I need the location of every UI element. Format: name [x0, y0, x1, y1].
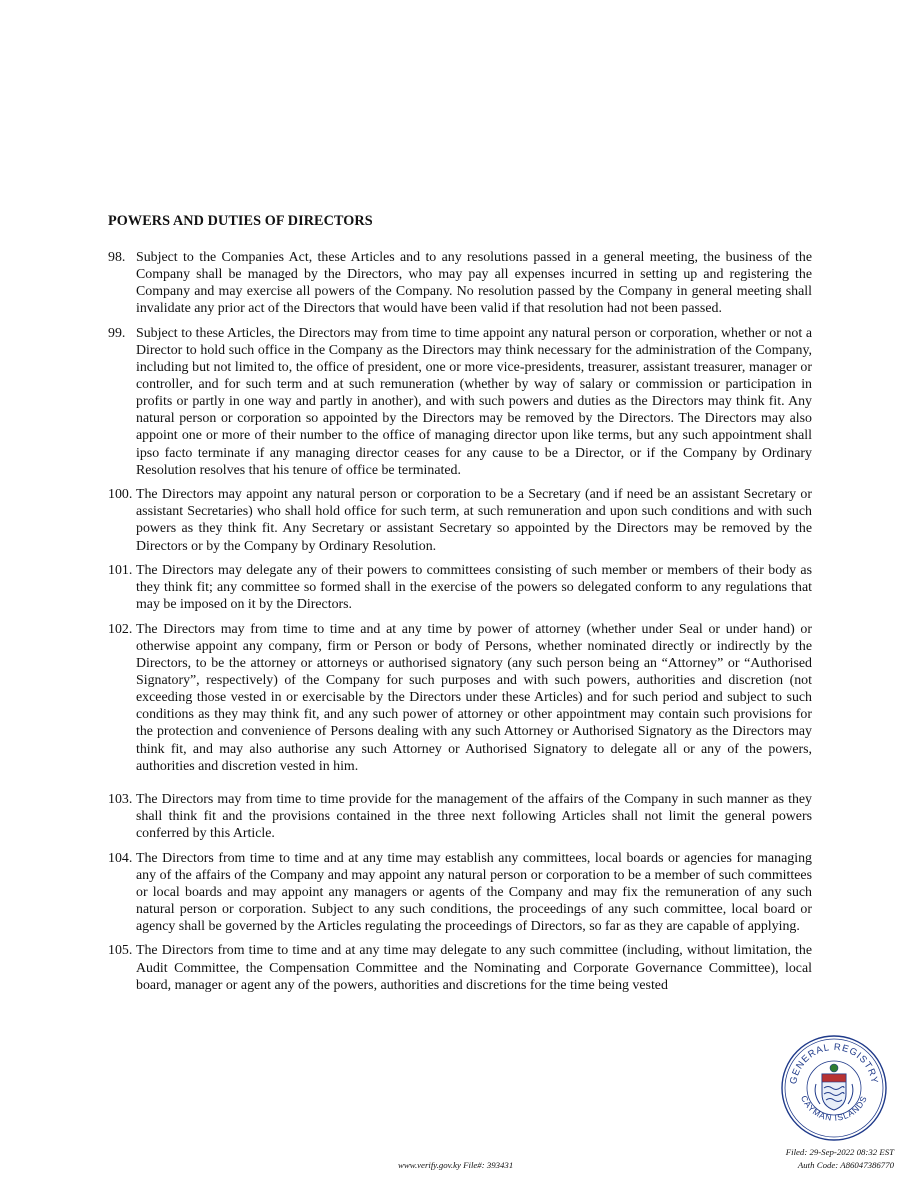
article-100 [108, 486, 812, 554]
article-number: 98. [108, 250, 126, 265]
article-text: Subject to these Articles, the Directors may from time to time appoint any natural person or corporation, whether or not a Director to hold such office in the Company as the Directors may think necessary for the administration of the Company, including but not limited to, the office of president, one or more vice-presidents, treasurer, assistant treasurer, manager or controller, and for such term and at such remuneration (whether by way of salary or commission or participation in profits or partly in one way and partly in another), and with such powers and duties as the Directors may think fit. Any natural person or corporation so appointed by the Directors may be removed by the Directors. The Directors may also appoint one or more of their number to the office of managing director upon like terms, but any such appointment shall ipso facto terminate if any managing director ceases for any cause to be a Director, or if the Company by Ordinary Resolution resolves that his tenure of office be terminated. [136, 325, 812, 478]
article-number: 105. [108, 943, 133, 959]
articles-list [108, 249, 812, 1001]
article-number: 104. [108, 850, 133, 866]
article-98 [108, 249, 812, 317]
auth-code: Auth Code: A86047386770 [797, 1159, 894, 1170]
article-text: The Directors may appoint any natural person or corporation to be a Secretary (and if need be an assistant Secretary or assistant Secretaries) who shall hold office for such term, at such remuneration and upon such conditions and with such powers as they think fit. Any Secretary or assistant Secretary so appointed by the Directors may be removed by the Directors or by the Company by Ordinary Resolution. [136, 487, 812, 554]
article-104 [108, 850, 812, 935]
article-number: 101. [108, 563, 133, 579]
article-102 [108, 621, 812, 775]
section-heading: POWERS AND DUTIES OF DIRECTORS [108, 213, 373, 229]
article-105 [108, 942, 812, 993]
article-text: Subject to the Companies Act, these Articles and to any resolutions passed in a general meeting, the business of the Company shall be managed by the Directors, who may pay all expenses incurred in setting up and registering the Company and may exercise all powers of the Company. No resolution passed by the Company in general meeting shall invalidate any prior act of the Directors that would have been valid if that resolution had not been passed. [136, 250, 812, 317]
article-number: 99. [108, 325, 126, 341]
coat-of-arms-icon [815, 1064, 853, 1110]
filed-date: Filed: 29-Sep-2022 08:32 EST [785, 1147, 894, 1157]
article-text: The Directors from time to time and at any time may delegate to any such committee (including, without limitation, the Audit Committee, the Compensation Committee and the Nominating and Corporate Governance Committee), local board, manager or agent any of the powers, authorities and discretions for the time being vested [136, 943, 812, 993]
article-text: The Directors may delegate any of their powers to committees consisting of such member or members of their body as they think fit; any committee so formed shall in the exercise of the powers so delegated conform to any regulations that may be imposed on it by the Directors. [136, 563, 812, 613]
article-text: The Directors may from time to time provide for the management of the affairs of the Company in such manner as they shall think fit and the provisions contained in the three next following Articles shall not limit the general powers conferred by this Article. [136, 791, 812, 841]
article-number: 102. [108, 621, 133, 637]
filing-info [786, 1146, 894, 1171]
verify-footer: www.verify.gov.ky File#: 393431 [398, 1160, 514, 1170]
seal-bottom-text: CAYMAN ISLANDS [798, 1093, 870, 1123]
article-99 [108, 325, 812, 479]
registry-seal-icon [780, 1034, 888, 1142]
article-text: The Directors from time to time and at any time may establish any committees, local boards or agencies for managing any of the affairs of the Company and may appoint any natural person or corporation to be a member of such committees or local boards and may appoint any managers or agents of the Company and may fix the remuneration of any such natural person or corporation. Subject to any such conditions, the proceedings of any such committee, local board or agency shall be governed by the Articles regulating the proceedings of Directors, so far as they are capable of applying. [136, 850, 812, 934]
article-101 [108, 562, 812, 613]
article-number: 100. [108, 487, 133, 503]
seal-top-text: GENERAL REGISTRY [788, 1041, 880, 1086]
article-103 [108, 791, 812, 842]
article-text: The Directors may from time to time and at any time by power of attorney (whether under Seal or under hand) or otherwise appoint any company, firm or Person or body of Persons, whether nominated directly or indirectly by the Directors, to be the attorney or attorneys or authorised signatory (any such person being an “Attorney” or “Authorised Signatory”, respectively) of the Company for such purposes and with such powers, authorities and discretion (not exceeding those vested in or exercisable by the Directors under these Articles) and for such period and subject to such conditions as they may think fit, and any such power of attorney or other appointment may contain such provisions for the protection and convenience of Persons dealing with any such Attorney or Authorised Signatory as the Directors may think fit, and may also authorise any such Attorney or Authorised Signatory to delegate all or any of the powers, authorities and discretion vested in him. [136, 621, 812, 774]
article-number: 103. [108, 791, 133, 807]
